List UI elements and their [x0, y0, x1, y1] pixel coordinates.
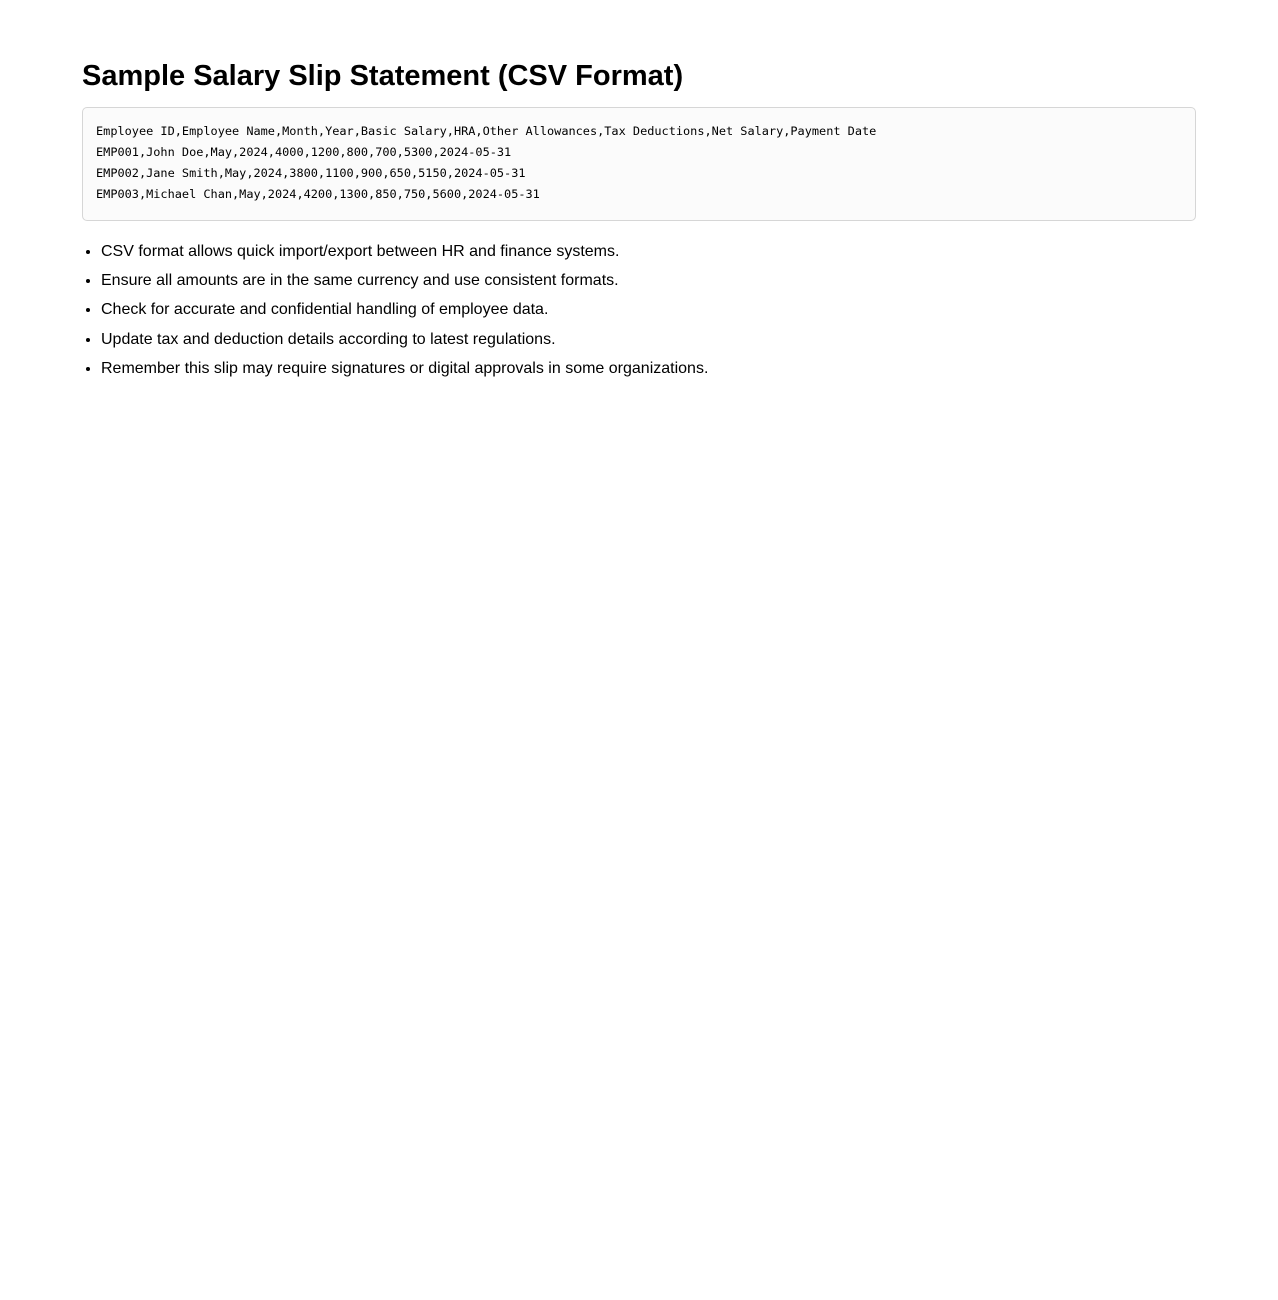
notes-list	[82, 242, 1196, 379]
document-page	[0, 0, 1278, 379]
csv-code-block	[82, 107, 1196, 221]
note-item: • CSV format allows quick import/export between HR and finance systems.	[101, 242, 1196, 262]
note-item: • Check for accurate and confidential handling of employee data.	[101, 300, 1196, 320]
note-item: • Remember this slip may require signatures or digital approvals in some organizations.	[101, 359, 1196, 379]
note-item: • Update tax and deduction details according to latest regulations.	[101, 330, 1196, 350]
page-title: Sample Salary Slip Statement (CSV Format)	[82, 60, 684, 92]
csv-data-line: EMP002,Jane Smith,May,2024,3800,1100,900,650,5150,2024-05-31	[96, 166, 526, 180]
csv-header-line: Employee ID,Employee Name,Month,Year,Basic Salary,HRA,Other Allowances,Tax Deductions,Net Salary,Payment Date	[96, 124, 877, 138]
note-item: • Ensure all amounts are in the same currency and use consistent formats.	[101, 271, 1196, 291]
csv-data-line: EMP003,Michael Chan,May,2024,4200,1300,850,750,5600,2024-05-31	[96, 187, 540, 201]
csv-data-line: EMP001,John Doe,May,2024,4000,1200,800,700,5300,2024-05-31	[96, 145, 512, 159]
